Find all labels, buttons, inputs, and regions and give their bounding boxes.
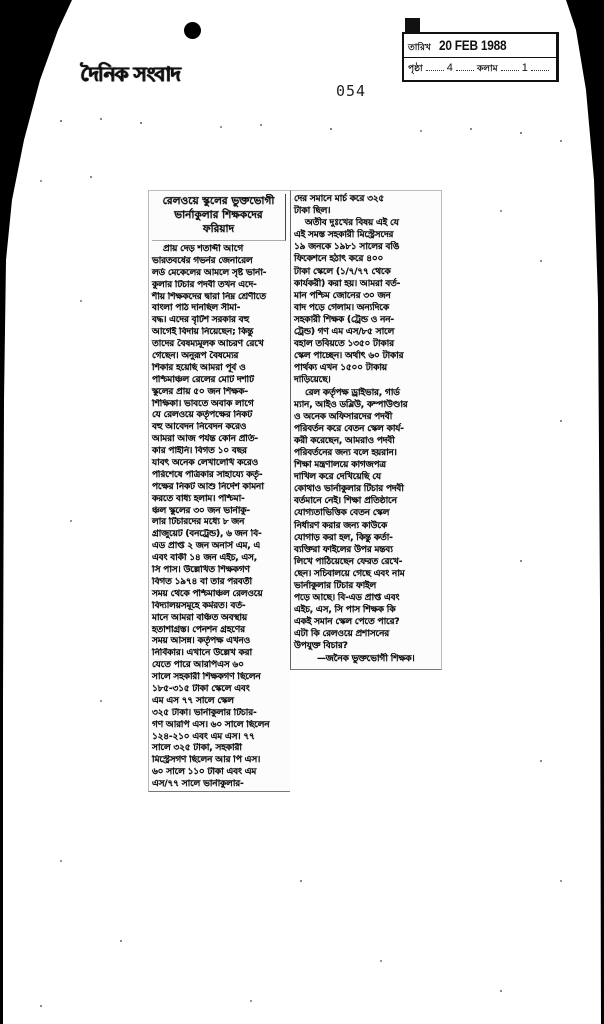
article-text-line: কার্যকরী) করা হয়। আমরা বর্ত-	[294, 278, 401, 289]
article-text-line: করী করেছেন, আমরাও পদবী	[294, 435, 395, 446]
stamp-page-number: 4	[446, 62, 453, 74]
newspaper-name: দৈনিক সংবাদ	[80, 62, 180, 86]
article-text-line: করতে বাধ্য হলাম। পশ্চিমা-	[152, 493, 245, 504]
article-text-line: নির্বিকার। এখানে উল্লেখ করা	[152, 648, 252, 659]
article-text-line: দাখিল করে দেখিয়েছি যে	[294, 472, 381, 483]
left-column-body	[149, 244, 290, 791]
article-text-line: এস/৭৭ সালে ভার্নাকুলার-	[152, 779, 244, 790]
dotted-leader	[456, 64, 474, 71]
article-text-line: ট্রেন্ড) গণ এম এস/৮৫ সালে	[294, 327, 395, 338]
article-text-line: পরিবর্তন করে বেতন স্কেল কার্য-	[294, 423, 404, 434]
article-text-line: ৬০ সালে ১১০ টাকা এবং এম	[152, 767, 257, 778]
article-text-line: যে রেলওয়ে কর্তৃপক্ষের নিকট	[152, 410, 253, 421]
dotted-leader	[426, 64, 444, 71]
left-scan-edge	[0, 0, 72, 1024]
dotted-leader	[531, 64, 549, 71]
article-text-line: সালে ৩২৫ টাকা, সহকারী	[152, 743, 242, 754]
article-text-line: টাকা ছিল।	[294, 206, 331, 217]
stamp-column-label: কলাম	[477, 64, 498, 74]
article-text-line: নির্ধারণ করার জন্য কাউকে	[294, 520, 388, 531]
article-text-line: বহাল তবিয়তে ১৩৫০ টাকার	[294, 339, 394, 350]
article-text-line: লার টিচারদের মধ্যে ৮ জন	[152, 517, 245, 528]
stamp-column-number: 1	[521, 62, 528, 74]
article-text-line: শিকার হয়েছি আমরা পূর্ব ও	[152, 362, 246, 373]
article-text-line: তাদের বৈষম্যমূলক আচরণ রেখে	[152, 339, 264, 350]
right-column-body	[291, 193, 441, 665]
article-text-line: যাবৎ অনেক লেখালেখি করেও	[152, 458, 259, 469]
article-text-line: মান পশ্চিম জোনের ৩০ জন	[294, 290, 391, 301]
article-text-line: —জনৈক ভুক্তভোগী শিক্ষক।	[317, 653, 415, 664]
dotted-leader	[501, 64, 519, 71]
article-text-line: সহকারী শিক্ষক (ট্রেন্ড ও নন-	[294, 314, 394, 325]
headline-line: ভার্নাকুলার শিক্ষকদের	[174, 209, 263, 221]
article-text-line: উপযুক্ত বিচার?	[294, 641, 348, 652]
article-text-line: ও অনেক অফিসারদের পদবী	[294, 411, 393, 422]
article-text-line: স্কুলের প্রায় ৫০ জন শিক্ষক-	[152, 386, 248, 397]
article-text-line: যোগাড় করা হল, কিন্তু কর্তা-	[294, 532, 393, 543]
clipping-right-column	[290, 190, 442, 670]
article-text-line: বাদ পড়ে গেলাম। অন্যদিকে	[294, 302, 389, 313]
article-text-line: বর্তমানে নেই। শিক্ষা প্রতিষ্ঠানে	[294, 496, 397, 507]
article-text-line: ব্যক্তিরা ফাইলের উপর মন্তব্য	[294, 544, 393, 555]
article-text-line: ১৯ জনকে ১৯৮১ সালের বঙি	[294, 242, 400, 253]
stamp-page-label: পৃষ্ঠা	[408, 64, 423, 74]
article-text-line: আগেই বিদায় নিয়েছেন; কিন্তু	[152, 327, 254, 338]
article-text-line: পশ্চিমাঞ্চল রেলের মোট দশটি	[152, 374, 254, 385]
article-text-line: বাংলা পাঠ দানছিল সীমা-	[152, 303, 241, 314]
article-text-line: কোথাও ভার্নাকুলার টিচার পদবী	[294, 484, 404, 495]
file-number: 054	[336, 82, 367, 100]
article-text-line: পড়ে আছে। বি-এড প্রাপ্ত এবং	[294, 593, 400, 604]
article-text-line: লিখে পাঠিয়েছেন ফেরত রেখে-	[294, 556, 403, 567]
stamp-date: 20 FEB 1988	[438, 37, 507, 53]
article-text-line: যোগ্যতাভিত্তিক বেতন স্কেল	[294, 508, 390, 519]
article-text-line: মিস্ট্রেসগণ ছিলেন আর পি এস।	[152, 755, 261, 766]
stamp-date-row	[408, 37, 552, 55]
article-headline	[152, 194, 286, 241]
right-scan-edge	[566, 0, 604, 1024]
stamp-tab	[405, 18, 420, 32]
article-text-line: আমরা আজ পর্যন্ত কোন প্রতি-	[152, 434, 258, 445]
article-text-line: একই সমান স্কেল পেতে পারে?	[294, 617, 400, 628]
article-text-line: সালে সহকারী শিক্ষকগণ ছিলেন	[152, 672, 261, 683]
article-text-line: এবং বাকী ১৪ জন এইচ, এস,	[152, 553, 258, 564]
article-text-line: সি পাস। উল্লেখিত শিক্ষকগণ	[152, 565, 250, 576]
article-text-line: লর্ড মেকেলের আমলে সৃষ্ট ভার্না-	[152, 267, 267, 278]
article-text-line: শীয় শিক্ষকদের দ্বারা নিম্ন শ্রেণীতে	[152, 291, 266, 302]
article-text-line: পার্থক্য এখন ১৫০০ টাকায়	[294, 363, 387, 374]
scan-noise	[0, 0, 2, 2]
article-text-line: স্কেল পাচ্ছেন। অর্থাৎ ৬০ টাকার	[294, 351, 404, 362]
article-text-line: টাকা স্কেলে (১/৭/৭৭ থেকে	[294, 266, 391, 277]
article-text-line: বহু আবেদন নিবেদন করেও	[152, 422, 247, 433]
article-text-line: অতীব দুঃখের বিষয় এই যে	[305, 218, 399, 229]
article-text-line: ৩২৫ টাকা। ভার্নাকুলার টিচার-	[152, 707, 257, 718]
article-text-line: কুলার টিচার পদবী তখন এদে-	[152, 279, 257, 290]
article-text-line: ভার্নাকুলার টিচার ফাইল	[294, 581, 376, 591]
article-text-line: বিগত ১৯৭৪ বা তার পরবর্তী	[152, 576, 252, 587]
punch-hole	[184, 22, 201, 39]
article-text-line: ম্যান, আইও ডব্লিউ, কম্পাউণ্ডার	[294, 399, 408, 410]
article-text-line: পরিশেষে পত্রিকার সাহায্যে কর্তৃ-	[152, 469, 263, 480]
article-text-line: প্রায় দেড় শতাব্দী আগে	[163, 244, 244, 254]
article-text-line: মানে আমরা বঞ্চিত অবস্থায়	[152, 612, 247, 623]
article-text-line: এটা কি রেলওয়ে প্রশাসনের	[294, 629, 390, 640]
article-text-line: রেল কর্তৃপক্ষ ড্রাইভার, গার্ড	[305, 387, 400, 398]
article-text-line: এড প্রাপ্ত ২ জন অনার্স এম, এ	[152, 541, 261, 552]
article-text-line: ছেন। সচিবালয়ে গেছে এবং নাম	[294, 568, 405, 579]
article-text-line: দাড়িয়েছে।	[294, 375, 331, 386]
headline-line: রেলওয়ে স্কুলের ভুক্তভোগী	[162, 195, 275, 207]
article-text-line: ঞ্চল স্কুলের ৩০ জন ভার্নাকু-	[152, 505, 250, 516]
article-text-line: ভারতবর্ষের গভর্নর জেনারেল	[152, 255, 253, 266]
article-text-line: গ্রাজুয়েট (বনট্রেন্ড), ৬ জন বি-	[152, 529, 262, 540]
article-text-line: এই সমস্ত সহকারী মিস্ট্রেসদের	[294, 230, 394, 241]
article-text-line: পক্ষের নিকট আশু নির্দেশ কামনা	[152, 481, 264, 492]
article-text-line: শিক্ষা মন্ত্রণালয়ে কাগজপত্র	[294, 460, 386, 471]
archive-stamp	[402, 32, 559, 82]
article-text-line: ১২৪-২১০ এবং এম এস। ৭৭	[152, 731, 255, 742]
stamp-date-label: তারিখ	[408, 43, 431, 53]
article-text-line: এম এস ৭৭ সালে স্কেল	[152, 695, 234, 706]
article-text-line: ফিকেশনে হঠাৎ করে ৪০০	[294, 254, 384, 265]
article-text-line: গণ আরপি এস। ৬০ সালে ছিলেন	[152, 719, 270, 730]
article-text-line: হতাশাগ্রস্ত। পেনশন গ্রহণের	[152, 624, 245, 635]
article-text-line: গেছেন। অনুরূপ বৈষম্যের	[152, 351, 239, 362]
headline-line: ফরিয়াদ	[202, 223, 235, 235]
article-text-line: যেতে পারে আরপিএস ৬০	[152, 660, 244, 671]
article-text-line: কার পাইনি। বিগত ১০ বছর	[152, 446, 247, 457]
article-text-line: দের সমানে মার্চ করে ৩২৫	[294, 194, 385, 204]
article-text-line: এইচ, এস, সি পাস শিক্ষক কি	[294, 605, 396, 616]
article-text-line: সময় থেকে পশ্চিমাঞ্চল রেলওয়ে	[152, 588, 263, 599]
article-text-line: বদ্ধ। এদের বৃটিশ সরকার বহু	[152, 315, 250, 326]
stamp-divider	[404, 57, 556, 58]
clipping-left-column	[148, 190, 290, 792]
article-text-line: শিক্ষিকা। ভাবতে অবাক লাগে	[152, 398, 254, 409]
article-text-line: সময় আসন্ন। কর্তৃপক্ষ এখনও	[152, 636, 251, 647]
stamp-page-row	[408, 61, 552, 76]
article-text-line: পরিবর্তনের জন্য বলে হয়রান।	[294, 447, 397, 458]
article-text-line: ১৮৫-৩১৫ টাকা স্কেলে এবং	[152, 683, 250, 694]
article-text-line: বিদ্যালয়সমূহে কর্মরত। বর্ত-	[152, 600, 246, 611]
